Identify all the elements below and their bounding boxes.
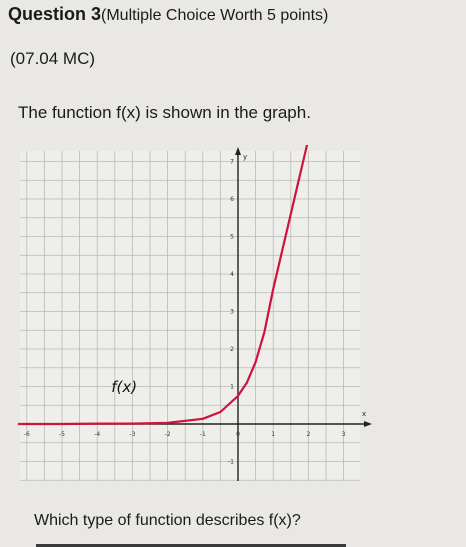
y-tick-label: 3 — [230, 308, 234, 316]
question-ask: Which type of function describes f(x)? — [34, 512, 301, 529]
y-tick-label: -1 — [228, 458, 234, 466]
x-tick-label: -2 — [164, 431, 171, 438]
x-axis-label: x — [362, 410, 367, 418]
x-tick-label: -4 — [94, 431, 101, 438]
question-number: Question 3 — [8, 4, 102, 24]
x-tick-label: -3 — [129, 431, 136, 438]
x-tick-label: 0 — [236, 431, 240, 438]
y-tick-label: 6 — [230, 196, 234, 203]
question-prompt: The function f(x) is shown in the graph. — [18, 103, 311, 122]
function-label: f(x) — [111, 378, 138, 397]
x-axis-arrow — [364, 421, 372, 427]
question-title — [8, 4, 328, 25]
function-graph — [18, 145, 373, 488]
y-axis-label: y — [243, 153, 248, 161]
graph-svg — [18, 145, 373, 483]
y-tick-label: 5 — [230, 233, 234, 241]
question-worth: (Multiple Choice Worth 5 points) — [101, 7, 329, 24]
x-tick-label: -1 — [199, 431, 206, 438]
y-tick-label: 2 — [230, 346, 234, 353]
y-tick-label: 1 — [230, 383, 234, 391]
x-tick-label: 2 — [306, 431, 311, 438]
y-tick-label: 4 — [230, 271, 234, 278]
x-tick-label: -5 — [59, 431, 65, 438]
x-tick-label: 1 — [271, 431, 276, 438]
x-tick-label: -6 — [23, 431, 30, 438]
x-tick-label: 3 — [341, 431, 346, 438]
y-tick-label: 7 — [230, 158, 234, 166]
question-code: (07.04 MC) — [10, 49, 96, 68]
